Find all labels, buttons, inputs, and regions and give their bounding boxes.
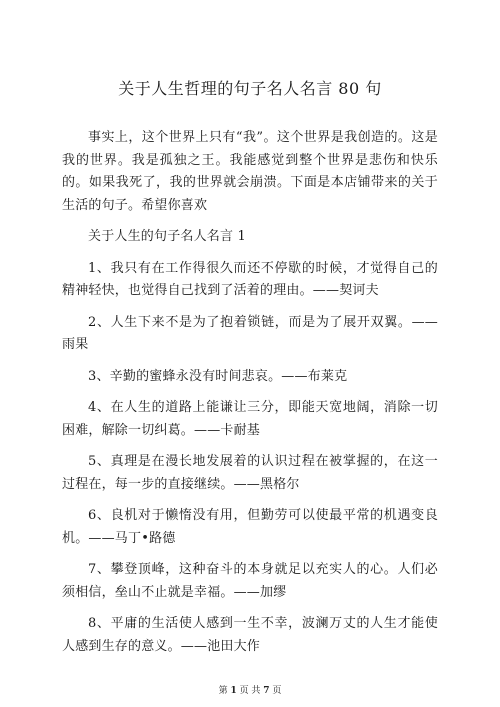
current-page-number: 1	[230, 686, 237, 696]
quote-item: 7、攀登顶峰，这种奋斗的本身就足以充实人的心。人们必须相信，垒山不止就是幸福。——加缪	[62, 562, 438, 600]
page-footer	[0, 683, 500, 696]
section-heading: 关于人生的句子名人名言 1	[88, 229, 247, 244]
quote-item: 5、真理是在漫长地发展着的认识过程在被掌握的，在这一过程在，每一步的直接继续。——黑格尔	[62, 454, 438, 492]
quote-item: 3、辛勤的蜜蜂永没有时间悲哀。——布莱克	[88, 368, 348, 384]
document-title: 关于人生哲理的句子名人名言 80 句	[118, 79, 382, 98]
total-page-count: 7	[263, 686, 270, 696]
quote-item: 4、在人生的道路上能谦让三分，即能天宽地阔，消除一切困难，解除一切纠葛。——卡耐基	[62, 400, 438, 438]
footer-suffix: 页	[269, 686, 282, 696]
quote-item: 1、我只有在工作得很久而还不停歇的时候，才觉得自己的精神轻快，也觉得自己找到了活着的理由。——契诃夫	[62, 260, 438, 298]
document-body	[62, 127, 438, 667]
quote-item: 8、平庸的生活使人感到一生不幸，波澜万丈的人生才能使人感到生存的意义。——池田大作	[62, 616, 438, 654]
quote-item: 6、良机对于懒惰没有用，但勤劳可以使最平常的机遇变良机。——马丁•路德	[62, 508, 438, 546]
quote-item: 2、人生下来不是为了抱着锁链，而是为了展开双翼。——雨果	[62, 314, 438, 352]
intro-paragraph: 事实上，这个世界上只有“我”。这个世界是我创造的。这是我的世界。我是孤独之王。我能感觉到整个世界是悲伤和快乐的。如果我死了，我的世界就会崩溃。下面是本店铺带来的关于生活的句子。希望你喜欢	[62, 130, 438, 213]
footer-middle: 页 共	[236, 686, 264, 696]
footer-prefix: 第	[218, 686, 231, 696]
